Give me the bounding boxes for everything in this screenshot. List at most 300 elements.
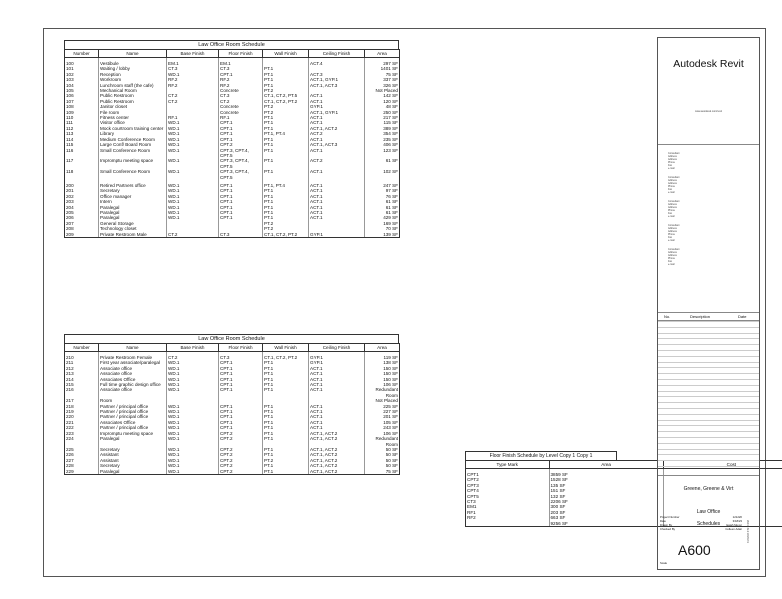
revision-row-line <box>658 385 759 386</box>
table-cell: CPT.1 <box>219 425 263 430</box>
table-cell: Assistant <box>99 458 167 463</box>
table-cell: CPT.1 <box>219 377 263 382</box>
table-row <box>65 169 400 180</box>
table-cell: CT.1, CT.2, PT.2 <box>263 355 309 360</box>
table-cell: WD.1 <box>167 382 219 387</box>
table-cell: WD.1 <box>167 210 219 215</box>
table-cell: Concrete <box>219 104 263 109</box>
table-cell: PT.1 <box>263 199 309 204</box>
table-cell: PT.1, PT.4 <box>263 131 309 136</box>
table-cell: CPT.3, CPT.4, CPT.5 <box>219 148 263 159</box>
consultant-line: Phone <box>668 161 675 164</box>
table-cell: WD.1 <box>167 414 219 419</box>
revision-row-line <box>658 466 759 467</box>
table-cell: ACT.3 <box>309 72 365 77</box>
column-header: Area <box>549 461 663 469</box>
table-cell: WD.1 <box>167 194 219 199</box>
table-cell: PT.1 <box>263 137 309 142</box>
table-cell: 215 <box>65 382 99 387</box>
column-header: Area <box>365 50 400 58</box>
table-cell: ACT.1 <box>309 93 365 98</box>
column-header: Ceiling Finish <box>309 50 365 58</box>
table-cell: WD.1 <box>167 126 219 131</box>
table-cell: Redundant Room <box>365 387 400 398</box>
logo-subtitle: www.autodesk.com/revit <box>695 110 722 113</box>
table-cell: 97 SF <box>365 188 400 193</box>
table-cell: WD.1 <box>167 215 219 220</box>
consultant-line: Phone <box>668 185 675 188</box>
table-cell: Vestibule <box>99 61 167 66</box>
table-cell: Associate office <box>99 371 167 376</box>
table-cell: PT.1 <box>263 72 309 77</box>
table-cell: 213 <box>65 371 99 376</box>
table-cell: 212 <box>65 366 99 371</box>
table-cell: WD.1 <box>167 120 219 125</box>
table-cell: WD.1 <box>167 205 219 210</box>
table-cell: PT.1 <box>263 360 309 365</box>
table-cell: 111 <box>65 120 99 125</box>
revision-row-line <box>658 333 759 334</box>
table-cell: Concrete <box>219 88 263 93</box>
table-cell: WD.1 <box>167 371 219 376</box>
table-cell: CT.1, CT.2, PT.5 <box>263 93 309 98</box>
table-cell: 101 <box>65 66 99 71</box>
table-cell: PT.1 <box>263 210 309 215</box>
column-header: Name <box>99 50 167 58</box>
table-cell: CPT.1 <box>219 420 263 425</box>
consultant-line: e-mail <box>668 239 675 242</box>
table-cell: 115 <box>65 142 99 147</box>
table-cell: Partner / principal office <box>99 425 167 430</box>
table-cell: 116 <box>65 148 99 159</box>
revision-row-line <box>658 367 759 368</box>
table-cell: PT.1 <box>263 452 309 457</box>
table-cell: PT.1 <box>263 371 309 376</box>
room-schedule-table <box>64 343 400 475</box>
table-cell: 1528 SF <box>549 477 663 482</box>
table-cell: PT.1 <box>263 420 309 425</box>
table-cell: Office manager <box>99 194 167 199</box>
table-cell: 243 SF <box>365 425 400 430</box>
table-cell: RF2 <box>466 515 550 520</box>
table-cell: 50 SF <box>365 452 400 457</box>
table-cell: WD.1 <box>167 469 219 475</box>
table-cell: ACT.1 <box>309 425 365 430</box>
table-cell: 107 <box>65 99 99 104</box>
table-cell: WD.1 <box>167 169 219 180</box>
table-cell: 220 <box>65 414 99 419</box>
revision-row-line <box>658 443 759 444</box>
table-cell: WD.1 <box>167 425 219 430</box>
table-cell: RF.2 <box>167 77 219 82</box>
table-cell: 76 SF <box>365 194 400 199</box>
table-cell: 106 SF <box>365 431 400 436</box>
header-row <box>65 344 400 352</box>
table-cell: 205 <box>65 210 99 215</box>
table-cell: 209 <box>65 232 99 238</box>
table-cell: 104 <box>65 83 99 88</box>
revision-row-line <box>658 454 759 455</box>
table-cell: 50 SF <box>365 447 400 452</box>
table-cell: 135 SF <box>549 483 663 488</box>
table-cell: WD.1 <box>167 431 219 436</box>
table-cell: CPT.1 <box>219 404 263 409</box>
table-cell: ACT.1, ACT.2 <box>309 452 365 457</box>
table-cell: CPT.2 <box>219 436 263 447</box>
table-cell: Not Placed <box>365 88 400 93</box>
table-cell: CPT.1 <box>219 194 263 199</box>
table-cell: CPT5 <box>466 494 550 499</box>
table-cell: CT.2 <box>167 355 219 360</box>
table-cell: Partner / principal office <box>99 414 167 419</box>
table-cell: 224 <box>65 436 99 447</box>
table-cell: 150 SF <box>365 371 400 376</box>
table-cell: PT.1 <box>263 142 309 147</box>
table-cell: RF.2 <box>219 77 263 82</box>
table-cell: CT.3 <box>219 93 263 98</box>
consultant-block <box>668 224 679 242</box>
consultant-line: Address <box>668 230 677 233</box>
rev-no-header: No. <box>664 314 671 319</box>
revision-row-line <box>658 350 759 351</box>
table-cell: ACT.1 <box>309 377 365 382</box>
consultant-line: Fax <box>668 212 672 215</box>
table-cell: CPT.2 <box>219 469 263 475</box>
table-cell: PT.1 <box>263 425 309 430</box>
table-cell: PT.1 <box>263 447 309 452</box>
table-cell: 406 SF <box>365 142 400 147</box>
consultant-line: Address <box>668 179 677 182</box>
column-header: Name <box>99 344 167 352</box>
table-cell: EM1 <box>466 504 550 509</box>
table-cell: 115 SF <box>365 120 400 125</box>
table-cell: 228 <box>65 463 99 468</box>
table-cell: 106 SF <box>365 382 400 387</box>
table-cell: GYP.1 <box>309 360 365 365</box>
schedule-body <box>65 352 400 475</box>
table-cell: 113 <box>65 131 99 136</box>
table-cell: CT.1, CT.2, PT.2 <box>263 232 309 238</box>
table-cell: CPT.1 <box>219 199 263 204</box>
consultant-block <box>668 176 679 194</box>
table-cell: Associate office <box>99 387 167 398</box>
table-cell: 105 <box>65 88 99 93</box>
table-cell: 218 <box>65 404 99 409</box>
table-cell: ACT.1, ACT.2 <box>309 431 365 436</box>
table-cell: Assistant <box>99 452 167 457</box>
table-cell: 120 SF <box>365 99 400 104</box>
table-cell: PT.1 <box>263 414 309 419</box>
table-cell: Mechanical Room <box>99 88 167 93</box>
table-cell: Small Conference Room <box>99 169 167 180</box>
table-cell: ACT.1 <box>309 169 365 180</box>
logo: Autodesk Revit <box>673 58 744 70</box>
table-cell: Partner / principal office <box>99 409 167 414</box>
table-cell: Intern <box>99 199 167 204</box>
table-cell: 112 <box>65 126 99 131</box>
revision-row-line <box>658 408 759 409</box>
schedule-title: Law Office Room Schedule <box>64 40 399 49</box>
table-cell: 75 SF <box>365 72 400 77</box>
table-cell: CPT.1 <box>219 120 263 125</box>
table-row <box>65 232 400 238</box>
revision-row-line <box>658 420 759 421</box>
table-cell: Medium Conference Room <box>99 137 167 142</box>
table-cell: 109 <box>65 110 99 115</box>
table-cell: Partner / principal office <box>99 404 167 409</box>
table-cell: ACT.1 <box>309 194 365 199</box>
revision-row-line <box>658 449 759 450</box>
table-cell: WD.1 <box>167 420 219 425</box>
table-cell: PT.2 <box>263 226 309 231</box>
table-cell: 235 SF <box>365 137 400 142</box>
table-cell: Secretary <box>99 188 167 193</box>
consultant-line: Address <box>668 155 677 158</box>
checked-by: Checked By Colleen Adair <box>660 527 742 531</box>
table-cell: ACT.2 <box>309 131 365 136</box>
table-cell: 169 SF <box>365 221 400 226</box>
table-cell: 106 <box>65 93 99 98</box>
table-cell: Lunchroom staff (the cafe) <box>99 83 167 88</box>
table-cell: 3859 SF <box>549 472 663 477</box>
table-cell: CPT.1 <box>219 210 263 215</box>
consultant-block <box>668 248 679 266</box>
room-schedule-table <box>64 49 400 238</box>
table-cell: CPT.2 <box>219 447 263 452</box>
consultant-line: Fax <box>668 188 672 191</box>
consultant-block <box>668 152 679 170</box>
consultant-line: e-mail <box>668 167 675 170</box>
table-cell: PT.1 <box>263 382 309 387</box>
table-cell: WD.1 <box>167 458 219 463</box>
table-cell: 70 SF <box>365 226 400 231</box>
table-cell: CPT.1 <box>219 205 263 210</box>
rev-description-header: Description <box>690 314 711 319</box>
table-cell: CPT.1 <box>219 131 263 136</box>
table-cell: CPT2 <box>466 477 550 482</box>
table-cell: 110 <box>65 115 99 120</box>
table-cell: PT.2 <box>263 110 309 115</box>
table-row <box>65 387 400 398</box>
table-cell: 214 <box>65 377 99 382</box>
table-cell: ACT.1 <box>309 120 365 125</box>
table-cell: 9256 SF <box>549 521 663 527</box>
table-cell: 337 SF <box>365 77 400 82</box>
table-cell: CPT.1 <box>219 371 263 376</box>
table-cell: WD.1 <box>167 447 219 452</box>
table-cell: Associates Office <box>99 377 167 382</box>
table-cell: PT.1 <box>263 409 309 414</box>
consultant-line: Fax <box>668 164 672 167</box>
scale: Scale <box>660 561 667 565</box>
table-cell: Impromptu meeting space <box>99 431 167 436</box>
divider <box>658 475 759 476</box>
consultant-line: Phone <box>668 209 675 212</box>
table-cell: 300 SF <box>549 504 663 509</box>
table-cell: PT.1 <box>263 387 309 398</box>
table-cell: WD.1 <box>167 377 219 382</box>
table-cell: 208 <box>65 226 99 231</box>
table-cell: CPT.1 <box>219 387 263 398</box>
table-cell: Retired Partners office <box>99 183 167 188</box>
table-cell: GYP.1 <box>309 232 365 238</box>
table-cell: 50 SF <box>365 458 400 463</box>
table-cell: 217 SF <box>365 115 400 120</box>
table-cell: CPT.3, CPT.4, CPT.5 <box>219 158 263 169</box>
revision-row-line <box>658 402 759 403</box>
table-cell: PT.1 <box>263 404 309 409</box>
consultant-line: Address <box>668 158 677 161</box>
table-cell: CT.3 <box>219 232 263 238</box>
table-cell: WD.1 <box>167 463 219 468</box>
revision-row-line <box>658 362 759 363</box>
table-cell: 229 <box>65 469 99 475</box>
consultant-line: Address <box>668 182 677 185</box>
table-cell: 142 SF <box>365 93 400 98</box>
table-cell: 123 SF <box>365 148 400 159</box>
table-cell: ACT.1 <box>309 414 365 419</box>
table-cell: 206 <box>65 215 99 220</box>
project-name: Law Office <box>696 509 721 515</box>
date: Date 3/18/23 <box>660 519 742 523</box>
table-cell: 50 SF <box>365 463 400 468</box>
consultant-line: Phone <box>668 257 675 260</box>
table-cell: PT.1 <box>263 148 309 159</box>
column-header: Number <box>65 344 99 352</box>
table-cell: PT.1 <box>263 205 309 210</box>
table-cell: WD.1 <box>167 158 219 169</box>
table-cell: 150 SF <box>365 366 400 371</box>
table-cell: PT.1 <box>263 463 309 468</box>
table-cell: Concrete <box>219 110 263 115</box>
table-cell: 200 <box>65 183 99 188</box>
table-cell: PT.1 <box>263 66 309 71</box>
table-cell: ACT.1 <box>309 210 365 215</box>
table-cell: CT.2 <box>167 93 219 98</box>
table-cell: PT.1 <box>263 377 309 382</box>
table-cell: WD.1 <box>167 409 219 414</box>
consultant-line: Address <box>668 227 677 230</box>
table-cell: Janitor closet <box>99 104 167 109</box>
table-cell: 61 SF <box>365 158 400 169</box>
table-cell: 102 SF <box>365 169 400 180</box>
consultant-line: e-mail <box>668 191 675 194</box>
table-cell: ACT.1, ACT.2 <box>309 458 365 463</box>
table-cell: ACT.1 <box>309 382 365 387</box>
revision-row-line <box>658 321 759 322</box>
table-row <box>65 158 400 169</box>
column-header: Area <box>365 344 400 352</box>
consultant-line: Consultant <box>668 176 680 179</box>
table-cell: Room <box>99 398 167 403</box>
table-cell: 297 SF <box>365 61 400 66</box>
client-name: Greene, Greene & Virt <box>683 486 734 492</box>
table-cell: Paralegal <box>99 436 167 447</box>
column-header: Cost <box>663 461 782 469</box>
table-cell: ACT.1, GYP.1 <box>309 110 365 115</box>
table-row <box>65 469 400 475</box>
table-cell: PT.1 <box>263 366 309 371</box>
table-cell: ACT.1 <box>309 371 365 376</box>
table-cell: ACT.1 <box>309 199 365 204</box>
table-cell: ACT.1, ACT.2 <box>309 436 365 447</box>
column-header: Floor Finish <box>219 344 263 352</box>
table-cell: 139 SF <box>365 232 400 238</box>
table-cell: 354 SF <box>365 131 400 136</box>
table-cell: EM.1 <box>219 61 263 66</box>
table-cell: Private Restroom Male <box>99 232 167 238</box>
table-cell: CPT.2 <box>219 463 263 468</box>
revision-row-line <box>658 437 759 438</box>
table-cell: 151 SF <box>549 488 663 493</box>
table-row <box>65 436 400 447</box>
consultant-line: Address <box>668 203 677 206</box>
header-row <box>65 50 400 58</box>
revision-row-line <box>658 425 759 426</box>
table-cell: ACT.4 <box>309 61 365 66</box>
table-cell: 226 <box>65 452 99 457</box>
column-header: Number <box>65 50 99 58</box>
table-cell: 225 SF <box>365 404 400 409</box>
schedule-title: Law Office Room Schedule <box>64 334 399 343</box>
table-cell: PT.1 <box>263 115 309 120</box>
table-cell: First year associate/paralegal <box>99 360 167 365</box>
table-cell: PT.1 <box>263 169 309 180</box>
table-cell: 108 <box>65 104 99 109</box>
table-cell: ACT.1, ACT.2 <box>309 447 365 452</box>
column-header: Base Finish <box>167 344 219 352</box>
table-cell: RF.1 <box>219 115 263 120</box>
table-cell: PT.1 <box>263 158 309 169</box>
table-cell: PT.2 <box>263 104 309 109</box>
table-cell: Private Restroom Female <box>99 355 167 360</box>
table-cell: Associate office <box>99 366 167 371</box>
table-cell: CT.1, CT.2, PT.2 <box>263 99 309 104</box>
column-header: Floor Finish <box>219 50 263 58</box>
table-cell: CPT.2 <box>219 431 263 436</box>
table-cell: 225 <box>65 447 99 452</box>
table-cell: ACT.1 <box>309 115 365 120</box>
table-cell: CPT.1 <box>219 188 263 193</box>
table-cell: ACT.1 <box>309 215 365 220</box>
table-cell: Secretary <box>99 447 167 452</box>
consultant-line: Fax <box>668 260 672 263</box>
table-cell: PT.1 <box>263 194 309 199</box>
table-cell: CT.2 <box>219 99 263 104</box>
consultant-line: e-mail <box>668 215 675 218</box>
table-cell: PT.1 <box>263 436 309 447</box>
revision-row-line <box>658 344 759 345</box>
table-cell: 663 SF <box>549 515 663 520</box>
table-cell: CPT.2 <box>219 142 263 147</box>
table-cell: ACT.1 <box>309 183 365 188</box>
table-cell: Reception <box>99 72 167 77</box>
table-cell: Associates Office <box>99 420 167 425</box>
table-cell: CPT3 <box>466 483 550 488</box>
table-cell: CPT.3, CPT.4, CPT.5 <box>219 169 263 180</box>
table-cell: Fitness center <box>99 115 167 120</box>
table-cell: ACT.1 <box>309 420 365 425</box>
room-schedule-1 <box>64 40 399 238</box>
table-cell: CPT.1 <box>219 409 263 414</box>
table-row <box>65 148 400 159</box>
table-cell: PT.1 <box>263 126 309 131</box>
revision-row-line <box>658 379 759 380</box>
table-cell: Visitor office <box>99 120 167 125</box>
table-cell: CPT.1 <box>219 137 263 142</box>
table-cell: Large Conf/ Board Room <box>99 142 167 147</box>
table-cell: PT.1 <box>263 431 309 436</box>
